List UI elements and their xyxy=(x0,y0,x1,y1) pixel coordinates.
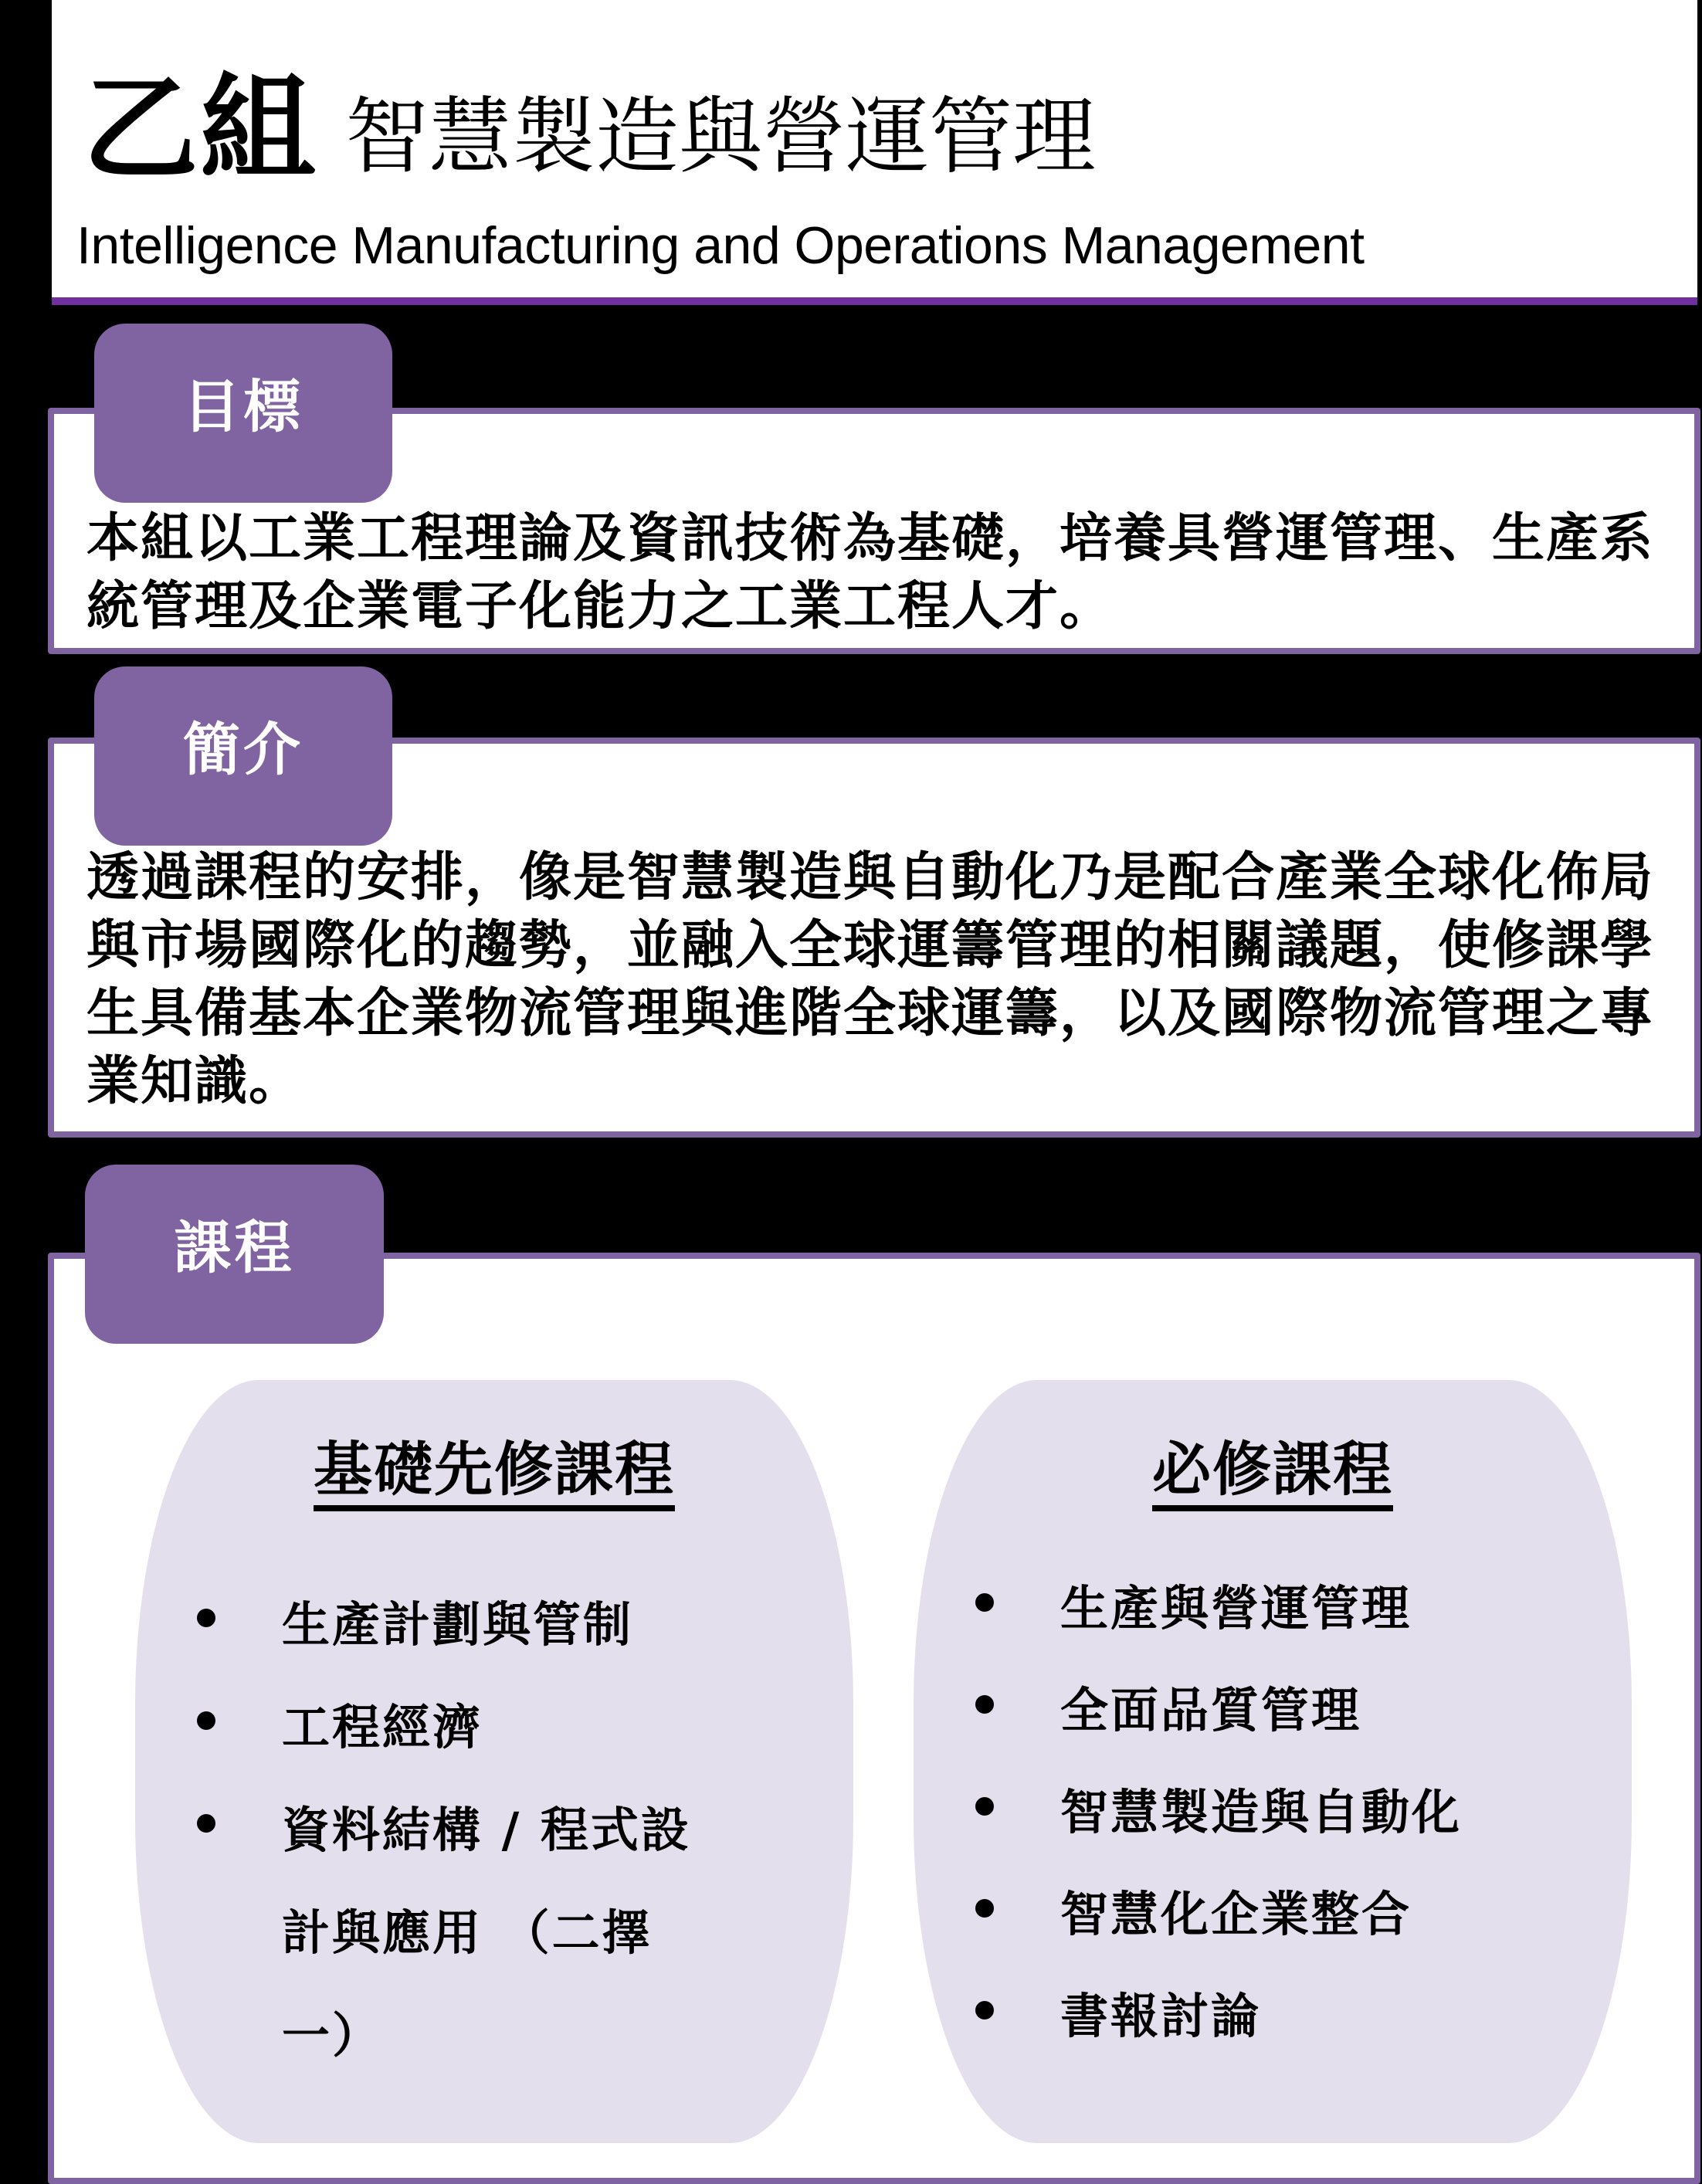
page-header xyxy=(52,0,1697,305)
title-row xyxy=(83,63,1097,197)
list-item: 全面品質管理 xyxy=(975,1660,1616,1762)
goal-text: 本組以工業工程理論及資訊技術為基礎，培養具營運管理、生產系統管理及企業電子化能力之工業工程人才。 xyxy=(86,508,1655,637)
goal-tab-label: 目標 xyxy=(183,374,303,440)
prerequisite-courses-title: 基礎先修課程 xyxy=(135,1431,853,1508)
english-subtitle: Intelligence Manufacturing and Operations Management xyxy=(76,216,1365,275)
bullet-icon xyxy=(975,1899,994,1918)
courses-tab-label: 課程 xyxy=(174,1215,295,1281)
list-item: 生產計劃與管制 xyxy=(197,1573,838,1676)
chinese-subtitle: 智慧製造與營運管理 xyxy=(345,89,1097,185)
courses-section-tab xyxy=(85,1165,384,1344)
list-item: 資料結構 / 程式設計與應用 （二擇一） xyxy=(197,1779,707,2087)
prerequisite-course-list xyxy=(197,1573,838,2087)
bullet-icon xyxy=(975,1695,994,1714)
bullet-icon xyxy=(197,1609,215,1627)
required-courses-title: 必修課程 xyxy=(914,1431,1632,1508)
group-name: 乙組 xyxy=(83,63,318,197)
intro-text: 透過課程的安排，像是智慧製造與自動化乃是配合產業全球化佈局與市場國際化的趨勢，並融入全球運籌管理的相關議題，使修課學生具備基本企業物流管理與進階全球運籌，以及國際物流管理之專業知識。 xyxy=(86,847,1655,1112)
intro-section-tab xyxy=(94,666,392,846)
list-item: 智慧製造與自動化 xyxy=(975,1762,1616,1864)
bullet-icon xyxy=(197,1711,215,1730)
required-courses-panel xyxy=(914,1380,1632,2143)
list-item: 生產與營運管理 xyxy=(975,1558,1616,1660)
prerequisite-courses-panel xyxy=(135,1380,853,2143)
list-item: 工程經濟 xyxy=(197,1676,838,1779)
goal-section-tab xyxy=(94,324,392,503)
list-item: 智慧化企業整合 xyxy=(975,1864,1616,1965)
bullet-icon xyxy=(197,1814,215,1833)
bullet-icon xyxy=(975,1593,994,1612)
required-course-list xyxy=(975,1558,1616,2067)
bullet-icon xyxy=(975,2001,994,2020)
intro-tab-label: 簡介 xyxy=(183,717,303,783)
list-item: 書報討論 xyxy=(975,1965,1616,2067)
bullet-icon xyxy=(975,1797,994,1816)
